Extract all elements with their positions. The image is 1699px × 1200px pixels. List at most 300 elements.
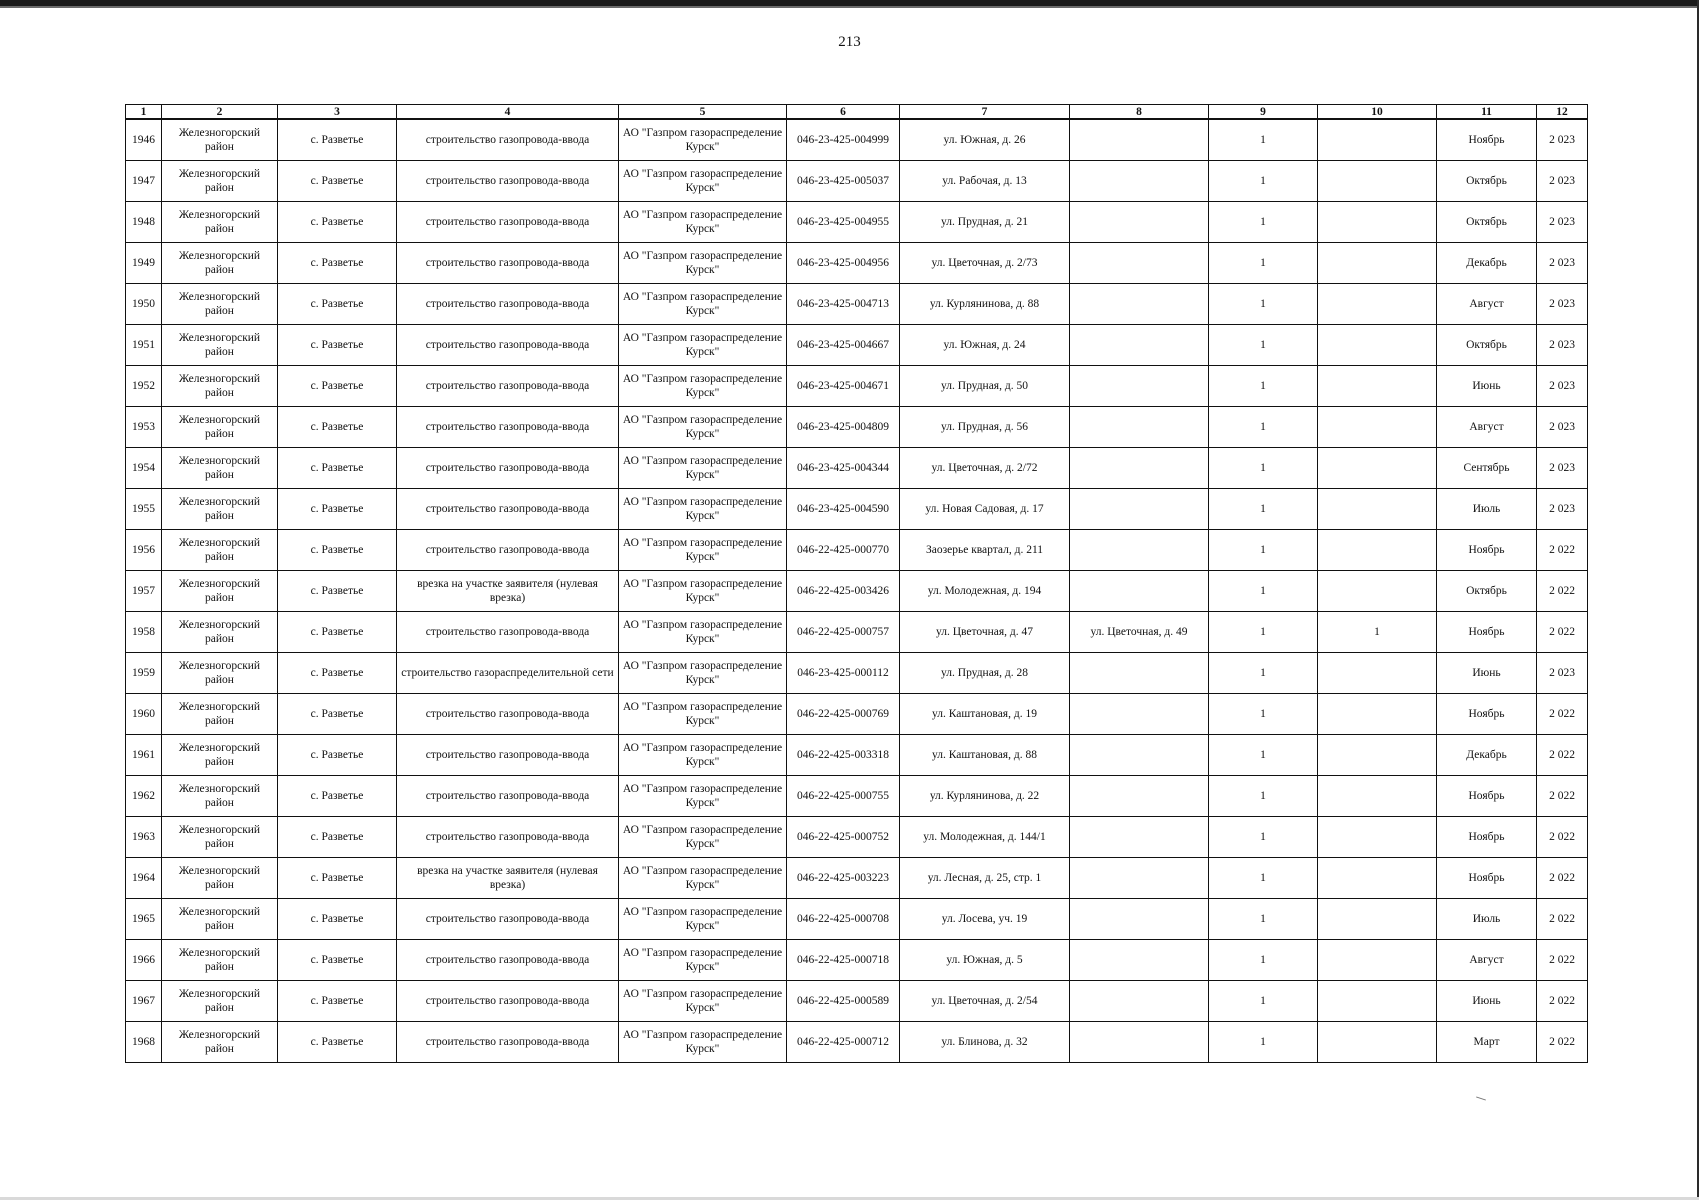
row-number-cell: 1954 bbox=[126, 448, 162, 489]
table-row bbox=[126, 119, 1588, 161]
year-cell: 2 022 bbox=[1537, 694, 1588, 735]
row-number-cell: 1965 bbox=[126, 899, 162, 940]
settlement-cell: с. Разветье bbox=[278, 119, 397, 161]
secondary-address-cell bbox=[1070, 858, 1209, 899]
organization-cell: АО "Газпром газораспределение Курск" bbox=[619, 899, 787, 940]
column-9-cell: 1 bbox=[1209, 489, 1318, 530]
year-cell: 2 023 bbox=[1537, 366, 1588, 407]
month-cell: Октябрь bbox=[1437, 161, 1537, 202]
district-cell: Железногорский район bbox=[162, 366, 278, 407]
row-number-cell: 1956 bbox=[126, 530, 162, 571]
column-10-cell bbox=[1318, 161, 1437, 202]
column-10-cell bbox=[1318, 448, 1437, 489]
column-10-cell bbox=[1318, 1022, 1437, 1063]
table-row bbox=[126, 694, 1588, 735]
settlement-cell: с. Разветье bbox=[278, 530, 397, 571]
month-cell: Октябрь bbox=[1437, 571, 1537, 612]
secondary-address-cell bbox=[1070, 940, 1209, 981]
table-row bbox=[126, 1022, 1588, 1063]
organization-cell: АО "Газпром газораспределение Курск" bbox=[619, 817, 787, 858]
column-9-cell: 1 bbox=[1209, 1022, 1318, 1063]
row-number-cell: 1957 bbox=[126, 571, 162, 612]
year-cell: 2 022 bbox=[1537, 776, 1588, 817]
district-cell: Железногорский район bbox=[162, 817, 278, 858]
settlement-cell: с. Разветье bbox=[278, 817, 397, 858]
column-10-cell bbox=[1318, 571, 1437, 612]
organization-cell: АО "Газпром газораспределение Курск" bbox=[619, 612, 787, 653]
table-row bbox=[126, 407, 1588, 448]
month-cell: Август bbox=[1437, 407, 1537, 448]
application-code-cell: 046-23-425-004999 bbox=[787, 119, 900, 161]
work-type-cell: врезка на участке заявителя (нулевая врезка) bbox=[397, 858, 619, 899]
month-cell: Август bbox=[1437, 940, 1537, 981]
month-cell: Ноябрь bbox=[1437, 530, 1537, 571]
year-cell: 2 022 bbox=[1537, 940, 1588, 981]
secondary-address-cell bbox=[1070, 448, 1209, 489]
settlement-cell: с. Разветье bbox=[278, 899, 397, 940]
column-9-cell: 1 bbox=[1209, 161, 1318, 202]
column-10-cell bbox=[1318, 202, 1437, 243]
column-10-cell bbox=[1318, 817, 1437, 858]
table-row bbox=[126, 366, 1588, 407]
organization-cell: АО "Газпром газораспределение Курск" bbox=[619, 448, 787, 489]
month-cell: Ноябрь bbox=[1437, 612, 1537, 653]
table-row bbox=[126, 653, 1588, 694]
secondary-address-cell bbox=[1070, 653, 1209, 694]
work-type-cell: строительство газопровода-ввода bbox=[397, 612, 619, 653]
row-number-cell: 1946 bbox=[126, 119, 162, 161]
column-9-cell: 1 bbox=[1209, 407, 1318, 448]
organization-cell: АО "Газпром газораспределение Курск" bbox=[619, 202, 787, 243]
column-9-cell: 1 bbox=[1209, 325, 1318, 366]
organization-cell: АО "Газпром газораспределение Курск" bbox=[619, 981, 787, 1022]
month-cell: Ноябрь bbox=[1437, 858, 1537, 899]
application-code-cell: 046-22-425-000718 bbox=[787, 940, 900, 981]
organization-cell: АО "Газпром газораспределение Курск" bbox=[619, 1022, 787, 1063]
settlement-cell: с. Разветье bbox=[278, 448, 397, 489]
column-9-cell: 1 bbox=[1209, 119, 1318, 161]
work-type-cell: строительство газораспределительной сети bbox=[397, 653, 619, 694]
district-cell: Железногорский район bbox=[162, 694, 278, 735]
column-10-cell bbox=[1318, 325, 1437, 366]
organization-cell: АО "Газпром газораспределение Курск" bbox=[619, 161, 787, 202]
application-code-cell: 046-23-425-000112 bbox=[787, 653, 900, 694]
application-code-cell: 046-22-425-003318 bbox=[787, 735, 900, 776]
application-code-cell: 046-22-425-000769 bbox=[787, 694, 900, 735]
application-code-cell: 046-22-425-003223 bbox=[787, 858, 900, 899]
table-row bbox=[126, 448, 1588, 489]
month-cell: Декабрь bbox=[1437, 735, 1537, 776]
district-cell: Железногорский район bbox=[162, 284, 278, 325]
column-10-cell: 1 bbox=[1318, 612, 1437, 653]
column-10-cell bbox=[1318, 119, 1437, 161]
application-code-cell: 046-23-425-005037 bbox=[787, 161, 900, 202]
row-number-cell: 1967 bbox=[126, 981, 162, 1022]
table-row bbox=[126, 612, 1588, 653]
secondary-address-cell bbox=[1070, 694, 1209, 735]
work-type-cell: строительство газопровода-ввода bbox=[397, 817, 619, 858]
district-cell: Железногорский район bbox=[162, 776, 278, 817]
year-cell: 2 022 bbox=[1537, 858, 1588, 899]
district-cell: Железногорский район bbox=[162, 243, 278, 284]
address-cell: ул. Рабочая, д. 13 bbox=[900, 161, 1070, 202]
row-number-cell: 1951 bbox=[126, 325, 162, 366]
settlement-cell: с. Разветье bbox=[278, 735, 397, 776]
column-10-cell bbox=[1318, 407, 1437, 448]
application-code-cell: 046-22-425-000712 bbox=[787, 1022, 900, 1063]
year-cell: 2 022 bbox=[1537, 530, 1588, 571]
work-type-cell: строительство газопровода-ввода bbox=[397, 325, 619, 366]
column-10-cell bbox=[1318, 243, 1437, 284]
secondary-address-cell bbox=[1070, 119, 1209, 161]
column-header: 2 bbox=[162, 105, 278, 120]
scan-border-top-shadow bbox=[0, 6, 1699, 8]
column-9-cell: 1 bbox=[1209, 735, 1318, 776]
work-type-cell: строительство газопровода-ввода bbox=[397, 981, 619, 1022]
table-row bbox=[126, 325, 1588, 366]
application-code-cell: 046-22-425-003426 bbox=[787, 571, 900, 612]
district-cell: Железногорский район bbox=[162, 899, 278, 940]
application-code-cell: 046-22-425-000708 bbox=[787, 899, 900, 940]
row-number-cell: 1952 bbox=[126, 366, 162, 407]
column-header: 11 bbox=[1437, 105, 1537, 120]
organization-cell: АО "Газпром газораспределение Курск" bbox=[619, 571, 787, 612]
month-cell: Июнь bbox=[1437, 981, 1537, 1022]
district-cell: Железногорский район bbox=[162, 653, 278, 694]
row-number-cell: 1959 bbox=[126, 653, 162, 694]
column-9-cell: 1 bbox=[1209, 202, 1318, 243]
year-cell: 2 023 bbox=[1537, 243, 1588, 284]
column-10-cell bbox=[1318, 776, 1437, 817]
district-cell: Железногорский район bbox=[162, 858, 278, 899]
work-type-cell: строительство газопровода-ввода bbox=[397, 489, 619, 530]
table-row bbox=[126, 981, 1588, 1022]
settlement-cell: с. Разветье bbox=[278, 1022, 397, 1063]
work-type-cell: строительство газопровода-ввода bbox=[397, 243, 619, 284]
settlement-cell: с. Разветье bbox=[278, 571, 397, 612]
application-code-cell: 046-22-425-000755 bbox=[787, 776, 900, 817]
secondary-address-cell bbox=[1070, 776, 1209, 817]
row-number-cell: 1948 bbox=[126, 202, 162, 243]
data-table bbox=[125, 104, 1588, 1063]
month-cell: Ноябрь bbox=[1437, 817, 1537, 858]
table-body bbox=[126, 119, 1588, 1063]
secondary-address-cell: ул. Цветочная, д. 49 bbox=[1070, 612, 1209, 653]
table-row bbox=[126, 817, 1588, 858]
column-10-cell bbox=[1318, 284, 1437, 325]
district-cell: Железногорский район bbox=[162, 1022, 278, 1063]
organization-cell: АО "Газпром газораспределение Курск" bbox=[619, 243, 787, 284]
settlement-cell: с. Разветье bbox=[278, 940, 397, 981]
month-cell: Ноябрь bbox=[1437, 776, 1537, 817]
settlement-cell: с. Разветье bbox=[278, 243, 397, 284]
column-9-cell: 1 bbox=[1209, 817, 1318, 858]
row-number-cell: 1964 bbox=[126, 858, 162, 899]
work-type-cell: строительство газопровода-ввода bbox=[397, 366, 619, 407]
column-header: 10 bbox=[1318, 105, 1437, 120]
month-cell: Июнь bbox=[1437, 653, 1537, 694]
column-header: 9 bbox=[1209, 105, 1318, 120]
organization-cell: АО "Газпром газораспределение Курск" bbox=[619, 366, 787, 407]
organization-cell: АО "Газпром газораспределение Курск" bbox=[619, 776, 787, 817]
settlement-cell: с. Разветье bbox=[278, 858, 397, 899]
scan-mark bbox=[1476, 1096, 1486, 1100]
settlement-cell: с. Разветье bbox=[278, 407, 397, 448]
row-number-cell: 1950 bbox=[126, 284, 162, 325]
organization-cell: АО "Газпром газораспределение Курск" bbox=[619, 694, 787, 735]
column-9-cell: 1 bbox=[1209, 284, 1318, 325]
work-type-cell: врезка на участке заявителя (нулевая врезка) bbox=[397, 571, 619, 612]
application-code-cell: 046-23-425-004955 bbox=[787, 202, 900, 243]
column-9-cell: 1 bbox=[1209, 571, 1318, 612]
year-cell: 2 022 bbox=[1537, 981, 1588, 1022]
address-cell: ул. Прудная, д. 50 bbox=[900, 366, 1070, 407]
month-cell: Март bbox=[1437, 1022, 1537, 1063]
work-type-cell: строительство газопровода-ввода bbox=[397, 407, 619, 448]
organization-cell: АО "Газпром газораспределение Курск" bbox=[619, 530, 787, 571]
year-cell: 2 022 bbox=[1537, 817, 1588, 858]
secondary-address-cell bbox=[1070, 1022, 1209, 1063]
district-cell: Железногорский район bbox=[162, 325, 278, 366]
table-row bbox=[126, 735, 1588, 776]
page-number: 213 bbox=[838, 34, 861, 50]
district-cell: Железногорский район bbox=[162, 530, 278, 571]
settlement-cell: с. Разветье bbox=[278, 325, 397, 366]
year-cell: 2 023 bbox=[1537, 448, 1588, 489]
column-9-cell: 1 bbox=[1209, 243, 1318, 284]
work-type-cell: строительство газопровода-ввода bbox=[397, 694, 619, 735]
address-cell: ул. Блинова, д. 32 bbox=[900, 1022, 1070, 1063]
district-cell: Железногорский район bbox=[162, 202, 278, 243]
secondary-address-cell bbox=[1070, 817, 1209, 858]
year-cell: 2 022 bbox=[1537, 899, 1588, 940]
address-cell: ул. Цветочная, д. 2/72 bbox=[900, 448, 1070, 489]
address-cell: ул. Прудная, д. 56 bbox=[900, 407, 1070, 448]
month-cell: Ноябрь bbox=[1437, 694, 1537, 735]
column-9-cell: 1 bbox=[1209, 448, 1318, 489]
settlement-cell: с. Разветье bbox=[278, 981, 397, 1022]
application-code-cell: 046-23-425-004344 bbox=[787, 448, 900, 489]
district-cell: Железногорский район bbox=[162, 735, 278, 776]
work-type-cell: строительство газопровода-ввода bbox=[397, 940, 619, 981]
secondary-address-cell bbox=[1070, 899, 1209, 940]
column-9-cell: 1 bbox=[1209, 530, 1318, 571]
work-type-cell: строительство газопровода-ввода bbox=[397, 119, 619, 161]
row-number-cell: 1963 bbox=[126, 817, 162, 858]
district-cell: Железногорский район bbox=[162, 940, 278, 981]
organization-cell: АО "Газпром газораспределение Курск" bbox=[619, 119, 787, 161]
address-cell: ул. Лосева, уч. 19 bbox=[900, 899, 1070, 940]
column-header: 12 bbox=[1537, 105, 1588, 120]
year-cell: 2 023 bbox=[1537, 161, 1588, 202]
district-cell: Железногорский район bbox=[162, 571, 278, 612]
column-header: 4 bbox=[397, 105, 619, 120]
application-code-cell: 046-23-425-004671 bbox=[787, 366, 900, 407]
month-cell: Август bbox=[1437, 284, 1537, 325]
table-row bbox=[126, 858, 1588, 899]
application-code-cell: 046-23-425-004590 bbox=[787, 489, 900, 530]
work-type-cell: строительство газопровода-ввода bbox=[397, 735, 619, 776]
row-number-cell: 1947 bbox=[126, 161, 162, 202]
organization-cell: АО "Газпром газораспределение Курск" bbox=[619, 735, 787, 776]
row-number-cell: 1953 bbox=[126, 407, 162, 448]
address-cell: ул. Прудная, д. 21 bbox=[900, 202, 1070, 243]
address-cell: ул. Цветочная, д. 2/54 bbox=[900, 981, 1070, 1022]
year-cell: 2 023 bbox=[1537, 284, 1588, 325]
month-cell: Ноябрь bbox=[1437, 119, 1537, 161]
year-cell: 2 022 bbox=[1537, 735, 1588, 776]
application-code-cell: 046-23-425-004713 bbox=[787, 284, 900, 325]
address-cell: ул. Южная, д. 26 bbox=[900, 119, 1070, 161]
work-type-cell: строительство газопровода-ввода bbox=[397, 284, 619, 325]
month-cell: Декабрь bbox=[1437, 243, 1537, 284]
work-type-cell: строительство газопровода-ввода bbox=[397, 776, 619, 817]
settlement-cell: с. Разветье bbox=[278, 653, 397, 694]
settlement-cell: с. Разветье bbox=[278, 161, 397, 202]
row-number-cell: 1949 bbox=[126, 243, 162, 284]
secondary-address-cell bbox=[1070, 243, 1209, 284]
secondary-address-cell bbox=[1070, 981, 1209, 1022]
settlement-cell: с. Разветье bbox=[278, 202, 397, 243]
address-cell: ул. Каштановая, д. 19 bbox=[900, 694, 1070, 735]
column-10-cell bbox=[1318, 366, 1437, 407]
secondary-address-cell bbox=[1070, 735, 1209, 776]
column-9-cell: 1 bbox=[1209, 899, 1318, 940]
month-cell: Июль bbox=[1437, 899, 1537, 940]
year-cell: 2 023 bbox=[1537, 653, 1588, 694]
column-10-cell bbox=[1318, 899, 1437, 940]
secondary-address-cell bbox=[1070, 489, 1209, 530]
district-cell: Железногорский район bbox=[162, 448, 278, 489]
district-cell: Железногорский район bbox=[162, 407, 278, 448]
district-cell: Железногорский район bbox=[162, 119, 278, 161]
header-row bbox=[126, 105, 1588, 120]
application-code-cell: 046-22-425-000752 bbox=[787, 817, 900, 858]
secondary-address-cell bbox=[1070, 571, 1209, 612]
work-type-cell: строительство газопровода-ввода bbox=[397, 899, 619, 940]
address-cell: ул. Курлянинова, д. 88 bbox=[900, 284, 1070, 325]
row-number-cell: 1960 bbox=[126, 694, 162, 735]
table-row bbox=[126, 243, 1588, 284]
application-code-cell: 046-22-425-000757 bbox=[787, 612, 900, 653]
year-cell: 2 023 bbox=[1537, 202, 1588, 243]
column-10-cell bbox=[1318, 530, 1437, 571]
month-cell: Июль bbox=[1437, 489, 1537, 530]
organization-cell: АО "Газпром газораспределение Курск" bbox=[619, 858, 787, 899]
application-code-cell: 046-22-425-000770 bbox=[787, 530, 900, 571]
work-type-cell: строительство газопровода-ввода bbox=[397, 161, 619, 202]
district-cell: Железногорский район bbox=[162, 161, 278, 202]
table-row bbox=[126, 489, 1588, 530]
column-header: 5 bbox=[619, 105, 787, 120]
column-9-cell: 1 bbox=[1209, 653, 1318, 694]
column-9-cell: 1 bbox=[1209, 776, 1318, 817]
address-cell: ул. Каштановая, д. 88 bbox=[900, 735, 1070, 776]
table-row bbox=[126, 776, 1588, 817]
organization-cell: АО "Газпром газораспределение Курск" bbox=[619, 407, 787, 448]
column-header: 1 bbox=[126, 105, 162, 120]
secondary-address-cell bbox=[1070, 530, 1209, 571]
address-cell: ул. Южная, д. 5 bbox=[900, 940, 1070, 981]
organization-cell: АО "Газпром газораспределение Курск" bbox=[619, 284, 787, 325]
secondary-address-cell bbox=[1070, 325, 1209, 366]
column-10-cell bbox=[1318, 694, 1437, 735]
address-cell: Заозерье квартал, д. 211 bbox=[900, 530, 1070, 571]
month-cell: Сентябрь bbox=[1437, 448, 1537, 489]
application-code-cell: 046-23-425-004667 bbox=[787, 325, 900, 366]
secondary-address-cell bbox=[1070, 366, 1209, 407]
month-cell: Октябрь bbox=[1437, 325, 1537, 366]
table-row bbox=[126, 899, 1588, 940]
column-header: 7 bbox=[900, 105, 1070, 120]
settlement-cell: с. Разветье bbox=[278, 612, 397, 653]
district-cell: Железногорский район bbox=[162, 489, 278, 530]
row-number-cell: 1966 bbox=[126, 940, 162, 981]
year-cell: 2 023 bbox=[1537, 119, 1588, 161]
column-9-cell: 1 bbox=[1209, 981, 1318, 1022]
work-type-cell: строительство газопровода-ввода bbox=[397, 202, 619, 243]
column-10-cell bbox=[1318, 489, 1437, 530]
month-cell: Июнь bbox=[1437, 366, 1537, 407]
address-cell: ул. Цветочная, д. 47 bbox=[900, 612, 1070, 653]
table-row bbox=[126, 161, 1588, 202]
secondary-address-cell bbox=[1070, 161, 1209, 202]
settlement-cell: с. Разветье bbox=[278, 366, 397, 407]
column-header: 8 bbox=[1070, 105, 1209, 120]
year-cell: 2 023 bbox=[1537, 407, 1588, 448]
row-number-cell: 1968 bbox=[126, 1022, 162, 1063]
work-type-cell: строительство газопровода-ввода bbox=[397, 530, 619, 571]
address-cell: ул. Молодежная, д. 194 bbox=[900, 571, 1070, 612]
settlement-cell: с. Разветье bbox=[278, 489, 397, 530]
work-type-cell: строительство газопровода-ввода bbox=[397, 1022, 619, 1063]
column-9-cell: 1 bbox=[1209, 858, 1318, 899]
address-cell: ул. Прудная, д. 28 bbox=[900, 653, 1070, 694]
column-10-cell bbox=[1318, 858, 1437, 899]
address-cell: ул. Молодежная, д. 144/1 bbox=[900, 817, 1070, 858]
secondary-address-cell bbox=[1070, 407, 1209, 448]
column-9-cell: 1 bbox=[1209, 940, 1318, 981]
table-row bbox=[126, 530, 1588, 571]
district-cell: Железногорский район bbox=[162, 981, 278, 1022]
settlement-cell: с. Разветье bbox=[278, 284, 397, 325]
application-code-cell: 046-23-425-004809 bbox=[787, 407, 900, 448]
column-9-cell: 1 bbox=[1209, 612, 1318, 653]
address-cell: ул. Цветочная, д. 2/73 bbox=[900, 243, 1070, 284]
year-cell: 2 022 bbox=[1537, 1022, 1588, 1063]
application-code-cell: 046-22-425-000589 bbox=[787, 981, 900, 1022]
row-number-cell: 1962 bbox=[126, 776, 162, 817]
address-cell: ул. Курлянинова, д. 22 bbox=[900, 776, 1070, 817]
address-cell: ул. Лесная, д. 25, стр. 1 bbox=[900, 858, 1070, 899]
organization-cell: АО "Газпром газораспределение Курск" bbox=[619, 325, 787, 366]
table-row bbox=[126, 202, 1588, 243]
row-number-cell: 1961 bbox=[126, 735, 162, 776]
secondary-address-cell bbox=[1070, 202, 1209, 243]
address-cell: ул. Южная, д. 24 bbox=[900, 325, 1070, 366]
settlement-cell: с. Разветье bbox=[278, 776, 397, 817]
table-row bbox=[126, 940, 1588, 981]
organization-cell: АО "Газпром газораспределение Курск" bbox=[619, 940, 787, 981]
column-header: 6 bbox=[787, 105, 900, 120]
column-9-cell: 1 bbox=[1209, 694, 1318, 735]
year-cell: 2 022 bbox=[1537, 612, 1588, 653]
table-row bbox=[126, 284, 1588, 325]
column-10-cell bbox=[1318, 735, 1437, 776]
table-row bbox=[126, 571, 1588, 612]
column-10-cell bbox=[1318, 981, 1437, 1022]
application-code-cell: 046-23-425-004956 bbox=[787, 243, 900, 284]
